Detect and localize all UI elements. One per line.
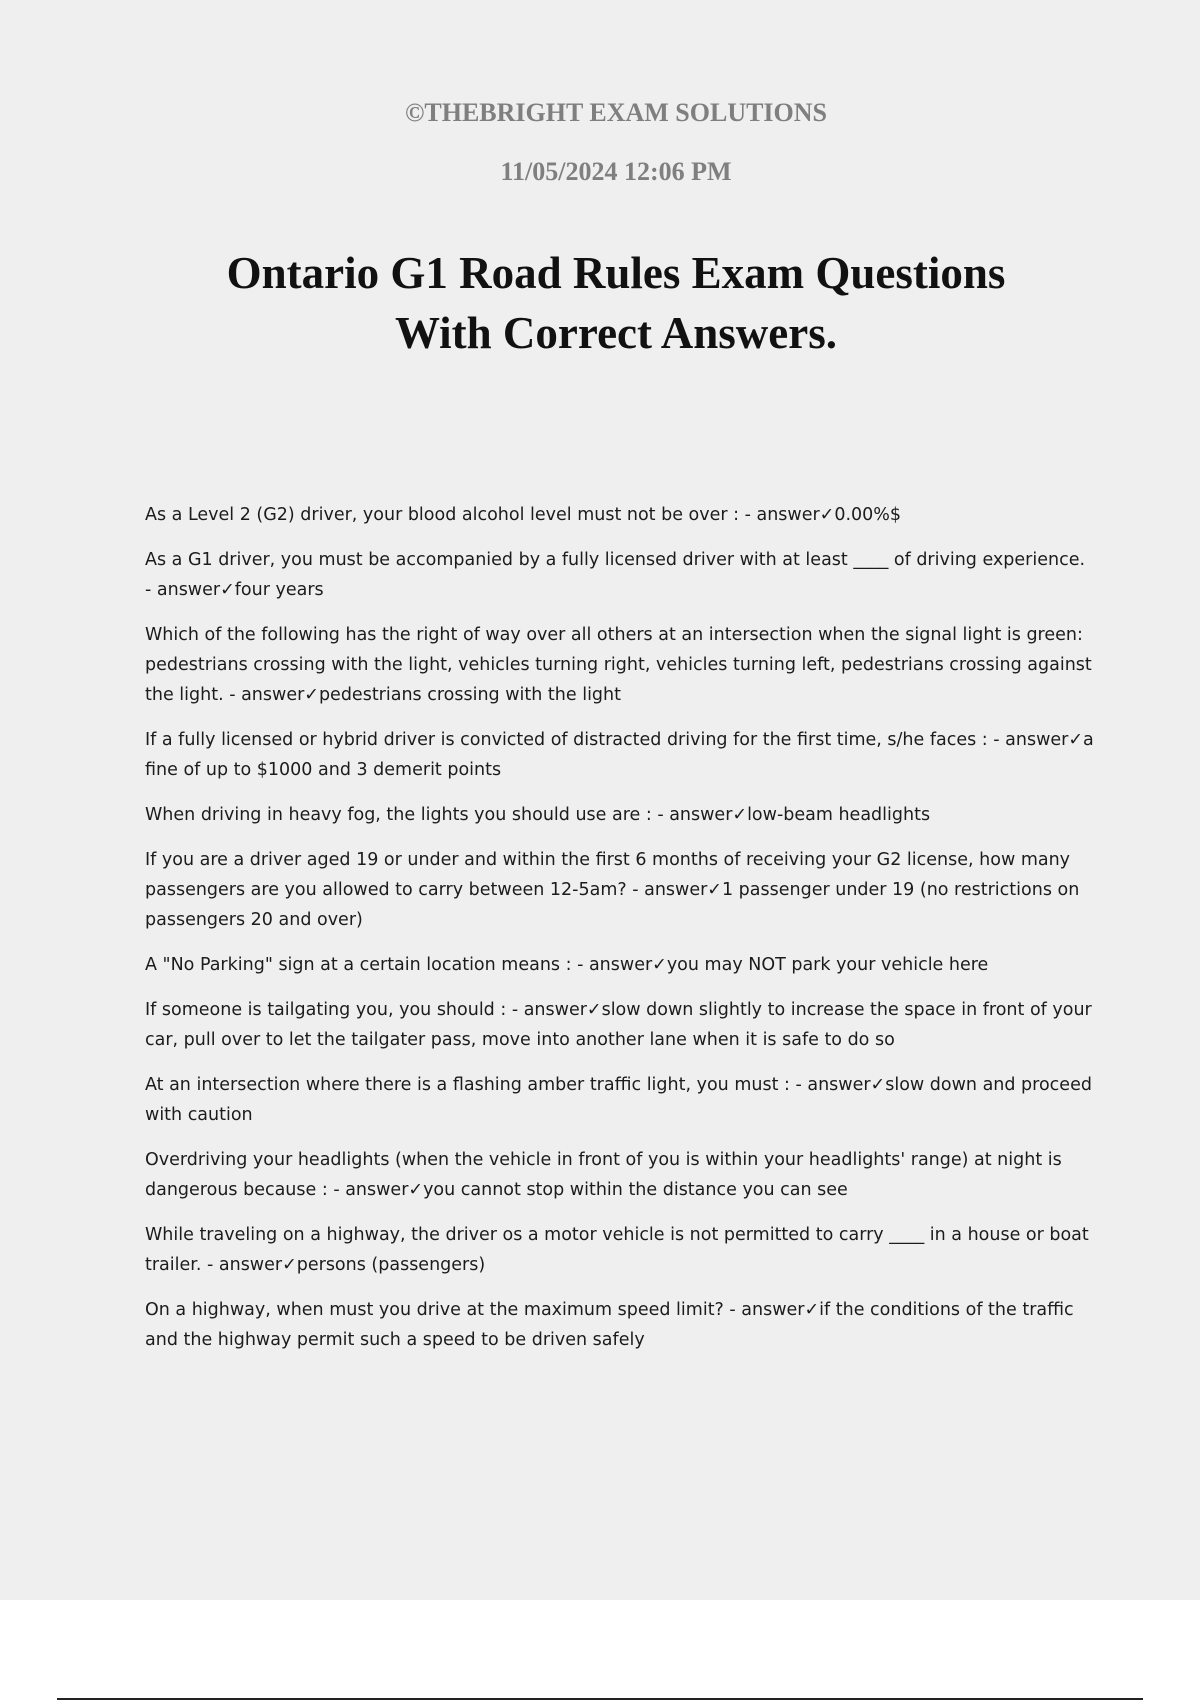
answer-text: you cannot stop within the distance you can see xyxy=(423,1180,848,1200)
answer-separator: - answer✓ xyxy=(789,1075,886,1095)
qa-item xyxy=(145,995,1095,1055)
answer-separator: - answer✓ xyxy=(223,685,319,705)
answer-separator: - answer✓ xyxy=(723,1300,820,1320)
answer-text: if the conditions of the traffic and the highway permit such a speed to be driven safely xyxy=(145,1300,1074,1350)
qa-item xyxy=(145,725,1095,785)
qa-item xyxy=(145,500,1095,530)
qa-item xyxy=(145,1295,1095,1355)
qa-item xyxy=(145,1070,1095,1130)
question-text: On a highway, when must you drive at the maximum speed limit? xyxy=(145,1300,724,1320)
question-text: If someone is tailgating you, you should : xyxy=(145,1000,507,1020)
qa-item xyxy=(145,1220,1095,1280)
document-title-line-2: With Correct Answers. xyxy=(394,308,838,358)
answer-text: 0.00%$ xyxy=(834,505,902,525)
qa-item xyxy=(145,800,1095,830)
question-text: While traveling on a highway, the driver os a motor vehicle is not permitted to carry ____ in a house or boat trailer. xyxy=(145,1225,1089,1275)
watermark-brand: ©THEBRIGHT EXAM SOLUTIONS xyxy=(404,98,828,127)
question-text: When driving in heavy fog, the lights you should use are : xyxy=(145,805,652,825)
document-title xyxy=(0,243,1200,363)
question-text: If you are a driver aged 19 or under and within the first 6 months of receiving your G2 license, how many passengers are you allowed to carry between 12-5am? xyxy=(145,850,1071,900)
answer-text: low-beam headlights xyxy=(747,805,931,825)
qa-item xyxy=(145,845,1095,935)
question-text: A "No Parking" sign at a certain location means : xyxy=(145,955,572,975)
question-text: As a G1 driver, you must be accompanied by a fully licensed driver with at least ____ of driving experience. xyxy=(145,550,1086,570)
qa-item xyxy=(145,950,1095,980)
answer-text: a fine of up to $1000 and 3 demerit points xyxy=(145,730,1094,780)
document-title-line-1: Ontario G1 Road Rules Exam Questions xyxy=(226,248,1006,298)
answer-text: slow down and proceed with caution xyxy=(145,1075,1092,1125)
answer-separator: - answer✓ xyxy=(626,880,722,900)
question-text: At an intersection where there is a flashing amber traffic light, you must : xyxy=(145,1075,790,1095)
watermark-datetime: 11/05/2024 12:06 PM xyxy=(500,157,732,186)
qa-item xyxy=(145,620,1095,710)
qa-item xyxy=(145,545,1095,605)
answer-separator: - answer✓ xyxy=(327,1180,424,1200)
answer-separator: - answer✓ xyxy=(506,1000,602,1020)
answer-text: pedestrians crossing with the light xyxy=(318,685,621,705)
qa-item xyxy=(145,1145,1095,1205)
question-text: Which of the following has the right of way over all others at an intersection when the signal light is green: pedestrians crossing with the light, vehicles turning right, vehicles turning left, pedestrians crossing against the light. xyxy=(145,625,1092,705)
answer-text: you may NOT park your vehicle here xyxy=(666,955,989,975)
answer-text: 1 passenger under 19 (no restrictions on passengers 20 and over) xyxy=(145,880,1080,930)
answer-text: slow down slightly to increase the space in front of your car, pull over to let the tailgater pass, move into another lane when it is safe to do so xyxy=(145,1000,1092,1050)
answer-text: persons (passengers) xyxy=(296,1255,486,1275)
question-answer-list xyxy=(145,500,1095,1370)
answer-separator: - answer✓ xyxy=(145,580,235,600)
question-text: If a fully licensed or hybrid driver is convicted of distracted driving for the first time, s/he faces : xyxy=(145,730,988,750)
answer-separator: - answer✓ xyxy=(987,730,1084,750)
answer-separator: - answer✓ xyxy=(201,1255,297,1275)
answer-separator: - answer✓ xyxy=(571,955,667,975)
answer-separator: - answer✓ xyxy=(651,805,748,825)
answer-separator: - answer✓ xyxy=(739,505,835,525)
question-text: As a Level 2 (G2) driver, your blood alcohol level must not be over : xyxy=(145,505,740,525)
question-text: Overdriving your headlights (when the vehicle in front of you is within your headlights' range) at night is dangerous because : xyxy=(145,1150,1062,1200)
answer-text: four years xyxy=(234,580,324,600)
